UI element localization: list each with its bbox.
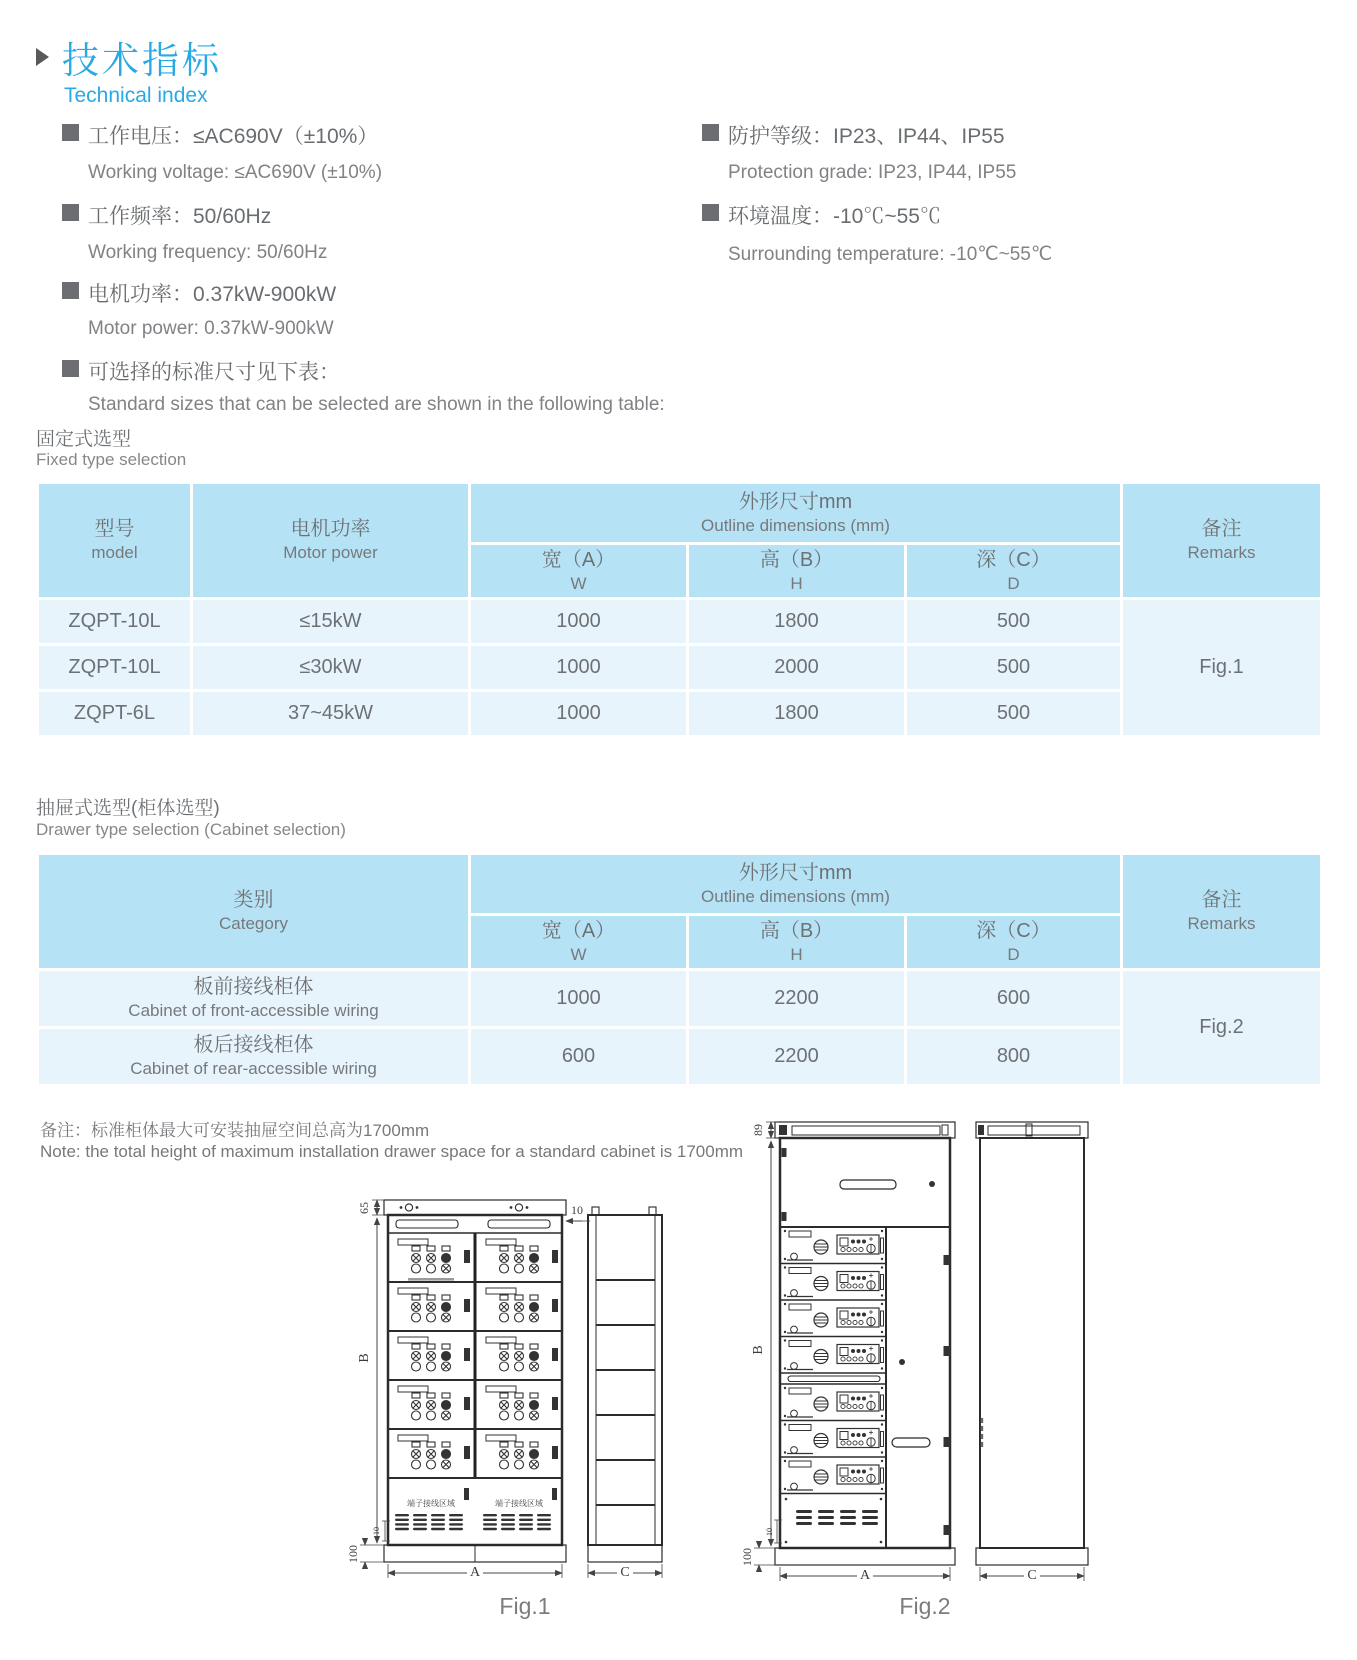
fig1-dim-a: A [469, 1565, 481, 1580]
fig1-terminal-label: 端子接线区域 [407, 1499, 455, 1508]
fixed-type-table [36, 481, 1323, 738]
spec-surrounding-temp-cn [702, 200, 941, 230]
fixed-section-label-en: Fixed type selection [36, 450, 187, 469]
spec-text: 工作频率：50/60Hz [88, 205, 272, 228]
col-header-outline-dimensions: 外形尺寸mm Outline dimensions (mm) [470, 854, 1122, 915]
spec-table-intro-en: Standard sizes that can be selected are shown in the following table: [88, 394, 665, 415]
cell-height: 2200 [688, 970, 906, 1028]
col-header-model: 型号 model [38, 483, 192, 599]
cell-category: 板后接线柜体 Cabinet of rear-accessible wiring [38, 1028, 470, 1086]
col-header-category: 类别 Category [38, 854, 470, 970]
cell-depth: 500 [906, 599, 1122, 645]
fig1-dim-65: 65 [357, 1202, 371, 1214]
technical-drawings [330, 1100, 1100, 1660]
spec-surrounding-temp-en: Surrounding temperature: -10℃~55℃ [728, 244, 1053, 265]
cell-height: 1800 [688, 599, 906, 645]
drawer-section-label-cn: 抽屉式选型(柜体选型) [36, 798, 220, 819]
cell-height: 1800 [688, 691, 906, 737]
cell-height: 2200 [688, 1028, 906, 1086]
col-header-height: 高（B） H [688, 544, 906, 599]
cell-width: 1000 [470, 599, 688, 645]
cell-power: ≤15kW [192, 599, 470, 645]
fig1-dim-c: C [620, 1565, 630, 1580]
fig1-dim-10-top: 10 [571, 1203, 583, 1217]
section-arrow-icon [36, 48, 49, 66]
spec-table-intro-cn [62, 356, 340, 386]
spec-text: 环境温度：-10℃~55℃ [728, 205, 941, 228]
fig1-dim-100: 100 [346, 1545, 360, 1563]
cell-height: 2000 [688, 645, 906, 691]
spec-motor-power-cn [62, 278, 336, 308]
cell-category: 板前接线柜体 Cabinet of front-accessible wiring [38, 970, 470, 1028]
fig1-dim-10-bottom: 10 [372, 1527, 381, 1535]
drawer-type-table [36, 852, 1323, 1087]
spec-working-voltage-en: Working voltage: ≤AC690V (±10%) [88, 162, 383, 183]
fig2-dim-10: 10 [765, 1528, 774, 1536]
fig1-terminal-label: 端子接线区域 [495, 1499, 543, 1508]
col-header-outline-dimensions: 外形尺寸mm Outline dimensions (mm) [470, 483, 1122, 544]
spec-working-frequency-cn [62, 200, 271, 230]
fig2-dim-89: 89 [751, 1124, 765, 1136]
tiny-model-label [408, 1278, 454, 1281]
col-header-height: 高（B） H [688, 915, 906, 970]
page-title: 技术指标 [62, 40, 222, 81]
col-header-remarks: 备注 Remarks [1122, 483, 1322, 599]
square-bullet-icon [62, 360, 79, 377]
cell-width: 600 [470, 1028, 688, 1086]
cell-power: ≤30kW [192, 645, 470, 691]
square-bullet-icon [62, 282, 79, 299]
drawer-section-label-en: Drawer type selection (Cabinet selection) [36, 820, 346, 839]
spec-text: 电机功率：0.37kW-900kW [88, 283, 337, 306]
col-header-depth: 深（C） D [906, 915, 1122, 970]
cell-depth: 500 [906, 691, 1122, 737]
col-header-motor-power: 电机功率 Motor power [192, 483, 470, 599]
spec-text: 可选择的标准尺寸见下表： [88, 361, 340, 384]
spec-protection-grade-cn [702, 120, 1005, 150]
note-en: Note: the total height of maximum installation drawer space for a standard cabinet is 1700mm [40, 1142, 744, 1161]
cell-remark: Fig.2 [1122, 970, 1322, 1086]
fig2-dim-100: 100 [740, 1548, 754, 1566]
spec-motor-power-en: Motor power: 0.37kW-900kW [88, 318, 334, 339]
fig2-dim-a: A [859, 1568, 871, 1583]
figure-1 [346, 1200, 662, 1619]
square-bullet-icon [62, 124, 79, 141]
square-bullet-icon [702, 204, 719, 221]
col-header-remarks: 备注 Remarks [1122, 854, 1322, 970]
fig2-caption: Fig.2 [899, 1593, 951, 1619]
cell-width: 1000 [470, 645, 688, 691]
spec-working-voltage-cn [62, 120, 378, 150]
spec-text: 工作电压：≤AC690V（±10%） [88, 125, 379, 148]
cell-depth: 600 [906, 970, 1122, 1028]
note-cn: 备注：标准柜体最大可安装抽屉空间总高为1700mm [40, 1121, 430, 1140]
fig2-dim-c: C [1027, 1568, 1037, 1583]
fig1-caption: Fig.1 [499, 1593, 551, 1619]
cell-width: 1000 [470, 691, 688, 737]
square-bullet-icon [702, 124, 719, 141]
spec-text: 防护等级：IP23、IP44、IP55 [728, 125, 1005, 148]
figure-2 [740, 1122, 1088, 1619]
table-row [38, 599, 1322, 645]
fig2-dim-b: B [751, 1345, 766, 1355]
cell-depth: 500 [906, 645, 1122, 691]
cell-model: ZQPT-6L [38, 691, 192, 737]
spec-working-frequency-en: Working frequency: 50/60Hz [88, 242, 328, 263]
cell-remark: Fig.1 [1122, 599, 1322, 737]
table-row [38, 970, 1322, 1028]
cell-model: ZQPT-10L [38, 645, 192, 691]
spec-protection-grade-en: Protection grade: IP23, IP44, IP55 [728, 162, 1017, 183]
col-header-depth: 深（C） D [906, 544, 1122, 599]
col-header-width: 宽（A） W [470, 915, 688, 970]
square-bullet-icon [62, 204, 79, 221]
cell-power: 37~45kW [192, 691, 470, 737]
fig1-dim-b: B [357, 1353, 372, 1363]
page-subtitle: Technical index [64, 84, 208, 107]
cell-width: 1000 [470, 970, 688, 1028]
cell-depth: 800 [906, 1028, 1122, 1086]
col-header-width: 宽（A） W [470, 544, 688, 599]
fixed-section-label-cn: 固定式选型 [36, 429, 132, 450]
cell-model: ZQPT-10L [38, 599, 192, 645]
